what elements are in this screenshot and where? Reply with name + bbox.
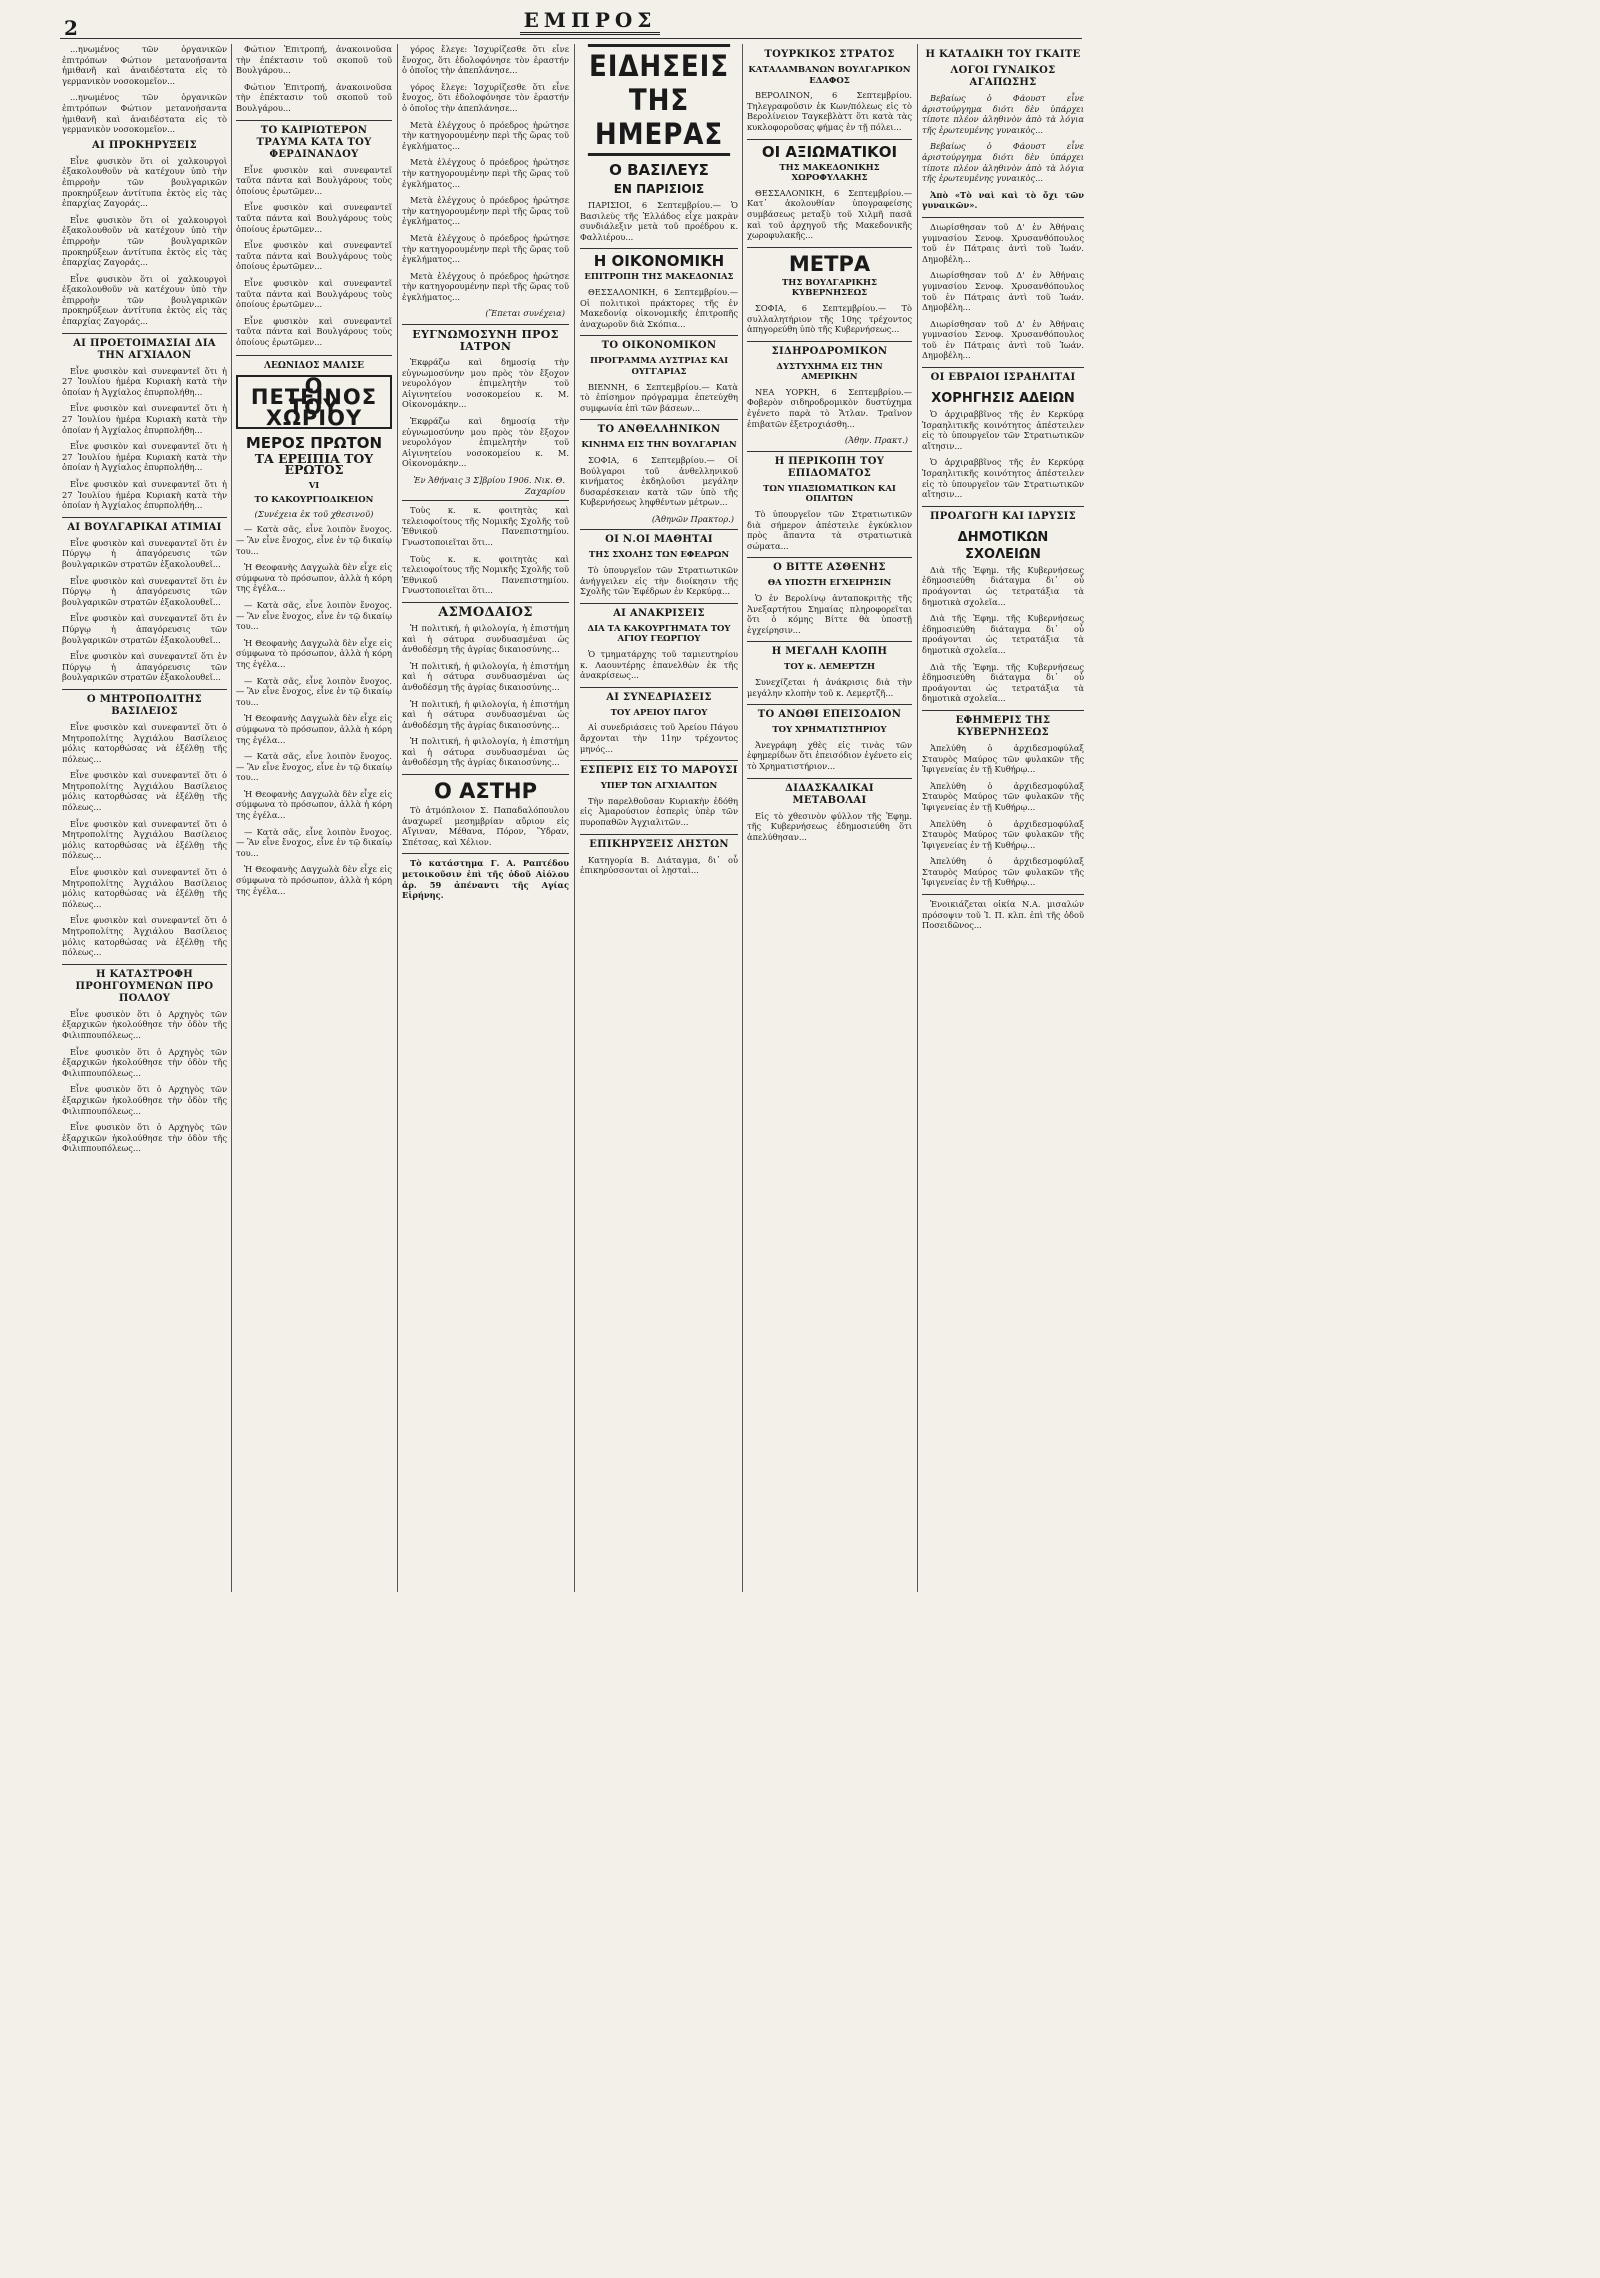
column-1 — [62, 44, 227, 1592]
headline-turkish-army-sub: ΚΑΤΑΛΑΜΒΑΝΩΝ ΒΟΥΛΓΑΡΙΚΟΝ ΕΔΑΦΟΣ — [748, 65, 911, 86]
article-text: Εἶνε φυσικὸν καὶ συνεφαντεῖ ὅτι ἡ 27 Ἰουλίου ἡμέρα Κυριακὴ κατὰ τὴν ὁποίαν ἡ Ἀγχίαλος ἐπυρπολήθη... — [62, 365, 227, 397]
headline-schools: ΠΡΟΑΓΩΓΗ ΚΑΙ ΙΔΡΥΣΙΣ — [922, 506, 1084, 523]
serial-part: ΜΕΡΟΣ ΠΡΩΤΟΝ — [245, 434, 383, 453]
article-text: Εἶνε φυσικὸν καὶ συνεφαντεῖ ὅτι ὁ Μητροπολίτης Ἀγχιάλου Βασίλειος μόλις κατορθώσας νὰ ἐξέλθῃ τῆς πόλεως... — [62, 818, 227, 861]
agency-signature: (Ἀθηνῶν Πρακτορ.) — [651, 513, 734, 524]
chapter-number: VI — [308, 480, 320, 491]
article-text: Εἰς τὸ χθεσινὸν φύλλον τῆς Ἐφημ. τῆς Κυβερνήσεως ἐδημοσιεύθη ὅτι ἀπελύθησαν... — [747, 810, 912, 842]
article-text: Εἶνε φυσικὸν καὶ συνεφαντεῖ ὅτι ἐν Πύργῳ ἡ ἀπαγόρευσις τῶν βουλγαρικῶν στρατῶν ἐξακολουθεῖ... — [62, 651, 227, 683]
article-text: Τὴν παρελθοῦσαν Κυριακὴν ἐδόθη εἰς Ἀμαρούσιον ἑσπερὶς ὑπὲρ τῶν πυροπαθῶν Ἀγχιαλιτῶν... — [580, 795, 738, 827]
ad-rental: Ἐνοικιάζεται οἰκία Ν.Α. μισαλών πρόσοψιν τοῦ Ἰ. Π. κλπ. ἐπὶ τῆς ὁδοῦ Ποσειδῶνος... — [922, 894, 1084, 931]
column-4 — [580, 44, 738, 1592]
article-text: Διὰ τῆς Ἐφημ. τῆς Κυβερνήσεως ἐδημοσιεύθη διάταγμα δι᾽ οὗ προάγονται ὡς τετρατάξια τὰ δημοτικὰ σχολεῖα... — [922, 564, 1084, 607]
article-text: ΣΟΦΙΑ, 6 Σεπτεμβρίου.— Τὸ συλλαλητήριον τῆς 10ης τρέχοντος ἀπηγορεύθη ὑπὸ τῆς Κυβερνήσεως... — [747, 302, 912, 335]
headline-witte-sub: ΘΑ ΥΠΟΣΤΗ ΕΓΧΕΙΡΗΣΙΝ — [767, 578, 892, 589]
headline-areopagus-sub: ΤΟΥ ΑΡΕΙΟΥ ΠΑΓΟΥ — [610, 707, 708, 718]
article-text: Εἶνε φυσικὸν ὅτι ὁ Αρχηγὸς τῶν ἐξαρχικῶν ἠκολούθησε τὴν ὁδὸν τῆς Φιλιππουπόλεως... — [62, 1008, 227, 1040]
headline-students: ΟΙ Ν.ΟΙ ΜΑΘΗΤΑΙ — [580, 529, 738, 546]
headline-economic: Η ΟΙΚΟΝΟΜΙΚΗ — [580, 248, 738, 270]
article-text: ΒΙΕΝΝΗ, 6 Σεπτεμβρίου.— Κατὰ τὸ ἐπίσημον πρόγραμμα ἐπετεύχθη συμφωνία ἐπὶ τῶν βάσεων... — [580, 381, 738, 413]
article-text: — Κατὰ σᾶς, εἶνε λοιπὸν ἔνοχος. — Ἂν εἶνε ἔνοχος, εἶνε ἐν τῷ δικαίῳ του... — [236, 751, 392, 783]
article-text: Ἐκφράζω καὶ δημοσίᾳ τὴν εὐγνωμοσύνην μου πρὸς τὸν ἔξοχον νευρολόγον ἐπιμελητὴν τοῦ Αἰγινητείου νοσοκομείου κ. Μ. Οἰκονομάκην... — [402, 357, 569, 410]
article-text: Αἱ συνεδριάσεις τοῦ Ἀρείου Πάγου ἄρχονται τὴν 11ην τρέχοντος μηνός... — [580, 722, 738, 754]
article-text: Εἶνε φυσικὸν καὶ συνεφαντεῖ ταῦτα πάντα καὶ Βουλγάρους τοὺς ὁποίους ἐρωτῶμεν... — [236, 240, 392, 272]
serial-author: ΛΕΩΝΙΔΟΣ ΜΑΛΙΣΕ — [236, 355, 392, 372]
signature: Ἐν Ἀθήναις 3 Σ]βρίου 1906. Νικ. Θ. Ζαχαρίου — [413, 475, 565, 496]
headline-anchialos-preparations: ΑΙ ΠΡΟΕΤΟΙΜΑΣΙΑΙ ΔΙΑ ΤΗΝ ΑΓΧΙΑΛΟΝ — [62, 333, 227, 362]
page-number: 2 — [64, 16, 78, 40]
headline-witte: Ο ΒΙΤΤΕ ΑΣΘΕΝΗΣ — [747, 557, 912, 574]
article-text: Εἶνε φυσικὸν καὶ συνεφαντεῖ ὅτι ὁ Μητροπολίτης Ἀγχιάλου Βασίλειος μόλις κατορθώσας νὰ ἐξέλθῃ τῆς πόλεως... — [62, 721, 227, 764]
article-text: ...ηνωμένος τῶν ὀργανικῶν ἐπιτρόπων Φώτιον μετανοήσαντα ἡμιθανῆ καὶ ἀναιδέστατα εἰς τὸ γερμανικὸν νοσοκομεῖον... — [62, 92, 227, 135]
article-text: Εἶνε φυσικὸν ὅτι οἱ χαλκουργοὶ ἐξακολουθοῦν νὰ κατέχουν ὑπὸ τὴν ἐπιρροὴν τῶν βουλγαρικῶν προκηρύξεων ἀντίτυπα ἐκτὸς εἰς τὰς ἐπαρχίας Ζαγοράς... — [62, 214, 227, 268]
article-text: Ἀπελύθη ὁ ἀρχιδεσμοφύλαξ Σταυρὸς Μαύρος τῶν φυλακῶν τῆς Ἰφιγενείας ἐν τῇ Κυθήρῳ... — [922, 856, 1084, 888]
serial-title: Ο ΠΕΤΕΙΝΟΣ ΤΟΥ ΧΩΡΙΟΥ — [236, 375, 392, 429]
headline-austria-program: ΤΟ ΟΙΚΟΝΟΜΙΚΟΝ — [580, 335, 738, 352]
article-text: Εἶνε φυσικὸν καὶ συνεφαντεῖ ταῦτα πάντα καὶ Βουλγάρους τοὺς ὁποίους ἐρωτῶμεν... — [236, 164, 392, 196]
article-text: Εἶνε φυσικὸν ὅτι ὁ Αρχηγὸς τῶν ἐξαρχικῶν ἠκολούθησε τὴν ὁδὸν τῆς Φιλιππουπόλεως... — [62, 1122, 227, 1154]
headline-israelites: ΟΙ ΕΒΡΑΙΟΙ ΙΣΡΑΗΛΙΤΑΙ — [922, 367, 1084, 384]
headline-investigations-sub: ΔΙΑ ΤΑ ΚΑΚΟΥΡΓΗΜΑΤΑ ΤΟΥ ΑΓΙΟΥ ΓΕΩΡΓΙΟΥ — [587, 623, 731, 645]
masthead — [0, 0, 1122, 40]
headline-bulgarian-atrocities: ΑΙ ΒΟΥΛΓΑΡΙΚΑΙ ΑΤΙΜΙΑΙ — [62, 517, 227, 534]
headline-catastrophe: Η ΚΑΤΑΣΤΡΟΦΗ ΠΡΟΗΓΟΥΜΕΝΩΝ ΠΡΟ ΠΟΛΛΟΥ — [62, 964, 227, 1005]
column-divider — [742, 44, 743, 1592]
article-text: Μετὰ ἐλέγχους ὁ πρόεδρος ἠρώτησε τὴν κατηγορουμένην περὶ τῆς ὥρας τοῦ ἐγκλήματος... — [402, 157, 569, 189]
article-text: Ἀπελύθη ὁ ἀρχιδεσμοφύλαξ Σταυρὸς Μαύρος τῶν φυλακῶν τῆς Ἰφιγενείας ἐν τῇ Κυθήρῳ... — [922, 818, 1084, 850]
article-text: Εἶνε φυσικὸν ὅτι οἱ χαλκουργοὶ ἐξακολουθοῦν νὰ κατέχουν ὑπὸ τὴν ἐπιρροὴν τῶν βουλγαρικῶν προκηρύξεων ἀντίτυπα ἐκτὸς εἰς τὰς ἐπαρχίας Ζαγοράς... — [62, 155, 227, 209]
column-divider — [574, 44, 575, 1592]
article-text: Ἀνεγράφη χθὲς εἰς τινὰς τῶν ἐφημερίδων ὅτι ἐπεισόδιον ἐγένετο εἰς τὸ Χρηματιστήριον... — [747, 739, 912, 771]
article-text: Ἡ πολιτική, ἡ φιλολογία, ἡ ἐπιστήμη καὶ ἡ σάτυρα συνδυασμέναι ὡς ἀνθοδέσμη τῆς ἀγρίας δικαιοσύνης... — [402, 736, 569, 768]
headline-antihellenic-sub: ΚΙΝΗΜΑ ΕΙΣ ΤΗΝ ΒΟΥΛΓΑΡΙΑΝ — [581, 440, 737, 451]
article-text: Διὰ τῆς Ἐφημ. τῆς Κυβερνήσεως ἐδημοσιεύθη διάταγμα δι᾽ οὗ προάγονται ὡς τετρατάξια τὰ δημοτικὰ σχολεῖα... — [922, 613, 1084, 655]
masthead-rule — [60, 38, 1082, 39]
headline-israelites-sub: ΧΟΡΗΓΗΣΙΣ ΑΔΕΙΩΝ — [931, 391, 1075, 407]
article-text: Ἀπελύθη ὁ ἀρχιδεσμοφύλαξ Σταυρὸς Μαύρος τῶν φυλακῶν τῆς Ἰφιγενείας ἐν τῇ Κυθήρῳ... — [922, 780, 1084, 812]
article-text: Εἶνε φυσικὸν καὶ συνεφαντεῖ ὅτι ἐν Πύργῳ ἡ ἀπαγόρευσις τῶν βουλγαρικῶν στρατῶν ἐξακολουθεῖ... — [62, 537, 227, 569]
headline-students-sub: ΤΗΣ ΣΧΟΛΗΣ ΤΩΝ ΕΦΕΔΡΩΝ — [588, 550, 730, 561]
article-text: Εἶνε φυσικὸν καὶ συνεφαντεῖ ὅτι ὁ Μητροπολίτης Ἀγχιάλου Βασίλειος μόλις κατορθώσας νὰ ἐξέλθῃ τῆς πόλεως... — [62, 915, 227, 958]
article-text: ΘΕΣΣΑΛΟΝΙΚΗ, 6 Σεπτεμβρίου.— Κατ᾽ ἀκολουθίαν ὑπογραφείσης συμβάσεως μεταξὺ τοῦ Χιλμῆ πασᾶ καὶ τοῦ ἀρχηγοῦ τῆς Μακεδονικῆς χωροφυλακῆς... — [747, 187, 912, 241]
article-text: Ἡ Θεοφανὴς Δαγχωλὰ δὲν εἶχε εἰς σύμφωνα τὸ πρόσωπον, ἀλλὰ ἡ κόρη της ἐγέλα... — [236, 864, 392, 896]
headline-astir: Ο ΑΣΤΗΡ — [402, 774, 569, 803]
headline-stock-exchange: ΤΟ ΑΝΩΘΙ ΕΠΕΙΣΟΔΙΟΝ — [747, 704, 912, 721]
column-2 — [236, 44, 392, 1592]
headline-officers: ΟΙ ΑΞΙΩΜΑΤΙΚΟΙ — [747, 139, 912, 161]
article-text: ΘΕΣΣΑΛΟΝΙΚΗ, 6 Σεπτεμβρίου.— Οἱ πολιτικοὶ πράκτορες τῆς ἐν Μακεδονίᾳ οἰκονομικῆς ἐπιτροπῆς ἀναχωροῦν διὰ Σκόπια... — [580, 286, 738, 329]
headline-economic-sub: ΕΠΙΤΡΟΠΗ ΤΗΣ ΜΑΚΕΔΟΝΙΑΣ — [584, 272, 734, 283]
article-text: Μετὰ ἐλέγχους ὁ πρόεδρος ἠρώτησε τὴν κατηγορουμένην περὶ τῆς ὥρας τοῦ ἐγκλήματος... — [402, 270, 569, 302]
article-text: Ἡ Θεοφανὴς Δαγχωλὰ δὲν εἶχε εἰς σύμφωνα τὸ πρόσωπον, ἀλλὰ ἡ κόρη της ἐγέλα... — [236, 637, 392, 669]
headline-goethe: Η ΚΑΤΑΔΙΚΗ ΤΟΥ ΓΚΑΙΤΕ — [925, 49, 1081, 60]
to-be-continued: (Ἕπεται συνέχεια) — [485, 308, 565, 319]
column-divider — [917, 44, 918, 1592]
headline-schools-sub: ΔΗΜΟΤΙΚΩΝ ΣΧΟΛΕΙΩΝ — [957, 529, 1049, 562]
headline-marousi-sub: ΥΠΕΡ ΤΩΝ ΑΓΧΙΑΛΙΤΩΝ — [600, 781, 718, 792]
article-text: Εἶνε φυσικὸν καὶ συνεφαντεῖ ὅτι ἡ 27 Ἰουλίου ἡμέρα Κυριακὴ κατὰ τὴν ὁποίαν ἡ Ἀγχίαλος ἐπυρπολήθη... — [62, 441, 227, 473]
article-text: Συνεχίζεται ἡ ἀνάκρισις διὰ τὴν μεγάλην κλοπὴν τοῦ κ. Λεμερτζῆ... — [747, 676, 912, 698]
headline-proclamations: ΑΙ ΠΡΟΚΗΡΥΞΕΙΣ — [92, 139, 197, 151]
article-text: Μετὰ ἐλέγχους ὁ πρόεδρος ἠρώτησε τὴν κατηγορουμένην περὶ τῆς ὥρας τοῦ ἐγκλήματος... — [402, 232, 569, 265]
headline-ferdinand-wound: ΤΟ ΚΑΙΡΙΩΤΕΡΟΝ ΤΡΑΥΜΑ ΚΑΤΑ ΤΟΥ ΦΕΡΔΙΝΑΝΔΟΥ — [236, 120, 392, 161]
headline-antihellenic: ΤΟ ΑΝΘΕΛΛΗΝΙΚΟΝ — [580, 419, 738, 436]
headline-measures: ΜΕΤΡΑ — [747, 247, 912, 276]
headline-teacher-changes: ΔΙΔΑΣΚΑΛΙΚΑΙ ΜΕΤΑΒΟΛΑΙ — [747, 778, 912, 807]
article-text: Ἐκφράζω καὶ δημοσίᾳ τὴν εὐγνωμοσύνην μου πρὸς τὸν ἔξοχον νευρολόγον ἐπιμελητὴν τοῦ Αἰγινητείου νοσοκομείου κ. Μ. Οἰκονομάκην... — [402, 416, 569, 469]
article-text: Διωρίσθησαν τοῦ Δ' ἐν Ἀθήναις γυμνασίου Σενοφ. Χρυσανθόπουλος τοῦ ἐν Πάτραις ἀντὶ τοῦ Ἰωάν. Δημοβέλη... — [922, 318, 1084, 361]
article-text: Ἡ Θεοφανὴς Δαγχωλὰ δὲν εἶχε εἰς σύμφωνα τὸ πρόσωπον, ἀλλὰ ἡ κόρη της ἐγέλα... — [236, 788, 392, 821]
news-of-the-day-banner: ΕΙΔΗΣΕΙΣ ΤΗΣ ΗΜΕΡΑΣ — [588, 44, 730, 156]
headline-railway-sub: ΔΥΣΤΥΧΗΜΑ ΕΙΣ ΤΗΝ ΑΜΕΡΙΚΗΝ — [776, 361, 883, 383]
ad-shop: Τὸ κατάστημα Γ. Α. Ραπτέδου μετοικοῦσιν ἐπὶ τῆς ὁδοῦ Αἰόλου ἀρ. 59 ἀπέναντι τῆς Αγίας Εἰρήνης. — [402, 853, 569, 900]
article-text: Ἡ πολιτική, ἡ φιλολογία, ἡ ἐπιστήμη καὶ ἡ σάτυρα συνδυασμέναι ὡς ἀνθοδέσμη τῆς ἀγρίας δικαιοσύνης... — [402, 698, 569, 730]
article-text: Ἡ Θεοφανὴς Δαγχωλὰ δὲν εἶχε εἰς σύμφωνα τὸ πρόσωπον, ἀλλὰ ἡ κόρη της ἐγέλα... — [236, 713, 392, 745]
article-text: Βεβαίως ὁ Φάουστ εἶνε ἀριστούργημα διότι δὲν ὑπάρχει τίποτε πλέον ἀληθινὸν ἀπὸ τὰ λόγια τῆς ἐρωτευμένης γυναικὸς... — [922, 93, 1084, 135]
article-text: Εἶνε φυσικὸν ὅτι ὁ Αρχηγὸς τῶν ἐξαρχικῶν ἠκολούθησε τὴν ὁδὸν τῆς Φιλιππουπόλεως... — [62, 1084, 227, 1116]
headline-investigations: ΑΙ ΑΝΑΚΡΙΣΕΙΣ — [580, 603, 738, 620]
headline-areopagus: ΑΙ ΣΥΝΕΔΡΙΑΣΕΙΣ — [580, 687, 738, 704]
article-text: Φώτιον Ἐπιτροπή, ἀνακοινοῦσα τὴν ἐπέκτασιν τοῦ σκοποῦ τοῦ Βουλγάρου... — [236, 44, 392, 76]
headline-goethe-sub: ΛΟΓΟΙ ΓΥΝΑΙΚΟΣ ΑΓΑΠΩΣΗΣ — [950, 65, 1056, 88]
article-text: γόρος ἔλεγε: Ἰσχυρίζεσθε ὅτι εἶνε ἔνοχος, ὅτι ἐδολοφόνησε τὸν ἐραστήν ὁ ὁποῖος τὴν ἀπεπλάνησε... — [402, 81, 569, 113]
article-text: — Κατὰ σᾶς, εἶνε λοιπὸν ἔνοχος. — Ἂν εἶνε ἔνοχος, εἶνε ἐν τῷ δικαίῳ του... — [236, 826, 392, 858]
article-text: Φώτιον Ἐπιτροπή, ἀνακοινοῦσα τὴν ἐπέκτασιν τοῦ σκοποῦ τοῦ Βουλγάρου... — [236, 81, 392, 113]
ad-steamship: Τὸ ἀτμόπλοιον Σ. Παπαδαλόπουλου ἀναχωρεῖ μεσημβρίαν αὔριον εἰς Αἴγιναν, Μέθανα, Πόρον, Ὕδραν, Σπέτσας, καὶ Χέλιον. — [402, 805, 569, 847]
article-text: Τοὺς κ. κ. φοιτητὰς καὶ τελειοφοίτους τῆς Νομικῆς Σχολῆς τοῦ Ἐθνικοῦ Πανεπιστημίου. Γνωστοποιεῖται ὅτι... — [402, 553, 569, 596]
article-text: Ὁ ἐν Βερολίνῳ ἀνταποκριτὴς τῆς Ἀνεξαρτήτου Σημαίας πληροφορεῖται ὅτι ὁ κόμης Βίττε θὰ ὑποστῇ ἐγχείρησιν... — [747, 593, 912, 635]
column-divider — [231, 44, 232, 1592]
headline-railway: ΣΙΔΗΡΟΔΡΟΜΙΚΟΝ — [747, 341, 912, 358]
article-text: Ἡ πολιτική, ἡ φιλολογία, ἡ ἐπιστήμη καὶ ἡ σάτυρα συνδυασμέναι ὡς ἀνθοδέσμη τῆς ἀγρίας δικαιοσύνης... — [402, 660, 569, 692]
column-divider — [397, 44, 398, 1592]
article-text: Εἶνε φυσικὸν καὶ συνεφαντεῖ ταῦτα πάντα καὶ Βουλγάρους τοὺς ὁποίους ἐρωτῶμεν... — [236, 277, 392, 310]
article-text: Μετὰ ἐλέγχους ὁ πρόεδρος ἠρώτησε τὴν κατηγορουμένην περὶ τῆς ὥρας τοῦ ἐγκλήματος... — [402, 119, 569, 151]
article-text: Διὰ τῆς Ἐφημ. τῆς Κυβερνήσεως ἐδημοσιεύθη διάταγμα δι᾽ οὗ προάγονται ὡς τετρατάξια τὰ δημοτικὰ σχολεῖα... — [922, 661, 1084, 704]
article-text: — Κατὰ σᾶς, εἶνε λοιπὸν ἔνοχος. — Ἂν εἶνε ἔνοχος, εἶνε ἐν τῷ δικαίῳ του... — [236, 599, 392, 632]
column-5 — [747, 44, 912, 1592]
article-text: Διωρίσθησαν τοῦ Δ' ἐν Ἀθήναις γυμνασίου Σενοφ. Χρυσανθόπουλος τοῦ ἐν Πάτραις ἀντὶ τοῦ Ἰωάν. Δημοβέλη... — [922, 217, 1084, 264]
article-text: Εἶνε φυσικὸν καὶ συνεφαντεῖ ὅτι ἐν Πύργῳ ἡ ἀπαγόρευσις τῶν βουλγαρικῶν στρατῶν ἐξακολουθεῖ... — [62, 613, 227, 645]
article-text: Ἀπελύθη ὁ ἀρχιδεσμοφύλαξ Σταυρὸς Μαύρος τῶν φυλακῶν τῆς Ἰφιγενείας ἐν τῇ Κυθήρῳ... — [922, 742, 1084, 775]
headline-gratitude-doctor: ΕΥΓΝΩΜΟΣΥΝΗ ΠΡΟΣ ΙΑΤΡΟΝ — [402, 324, 569, 353]
article-text: Ὁ τμηματάρχης τοῦ ταμιευτηρίου κ. Λαουντέρης ἐπανελθὼν ἐκ τῆς ἀνακρίσεως... — [580, 649, 738, 681]
article-text: Εἶνε φυσικὸν καὶ συνεφαντεῖ ὅτι ἐν Πύργῳ ἡ ἀπαγόρευσις τῶν βουλγαρικῶν στρατῶν ἐξακολουθεῖ... — [62, 575, 227, 607]
notice-law-students: Τοὺς κ. κ. φοιτητὰς καὶ τελειοφοίτους τῆς Νομικῆς Σχολῆς τοῦ Ἐθνικοῦ Πανεπιστημίου. Γνωστοποιεῖται ὅτι... — [402, 500, 569, 547]
headline-king-paris: ΕΝ ΠΑΡΙΣΙΟΙΣ — [613, 182, 705, 196]
article-text: Τὸ ὑπουργεῖον τῶν Στρατιωτικῶν διὰ σήμερον ἀπέστειλε ἐγκύκλιον πρὸς ἅπαντα τὰ στρατιωτικὰ σώματα... — [747, 509, 912, 551]
article-text: ΝΕΑ ΥΟΡΚΗ, 6 Σεπτεμβρίου.— Φοβερὸν σιδηροδρομικὸν δυστύχημα ἐγένετο παρὰ τὸ Ἄτλαν. Τραῖνον ἐπιβατῶν ἐξετροχιάσθη... — [747, 386, 912, 429]
continued-note: (Συνέχεια ἐκ τοῦ χθεσινοῦ) — [254, 509, 374, 520]
article-text: Κατηγορία Β. Διάταγμα, δι᾽ οὗ ἐπικηρύσσονται οἱ λῃσταὶ... — [580, 854, 738, 876]
column-6 — [922, 44, 1084, 1592]
article-text: ΒΕΡΟΛΙΝΟΝ, 6 Σεπτεμβρίου. Τηλεγραφοῦσιν ἐκ Κων/πόλεως εἰς τὸ Βερολίνειον Ταγκεβλὰττ ὅτι κατὰ τὰς κυκλοφοροῦσας φήμας ἐν τῇ πόλει... — [747, 90, 912, 132]
article-text: ΣΟΦΙΑ, 6 Σεπτεμβρίου.— Οἱ Βούλγαροι τοῦ ἀνθελληνικοῦ κινήματος ἐκδηλοῦσι μεγάλην δυσαρέσκειαν κατὰ τῶν ὑπὸ τῆς Κυβερνήσεως ληφθέντων μέτρων... — [580, 454, 738, 508]
headline-stock-exchange-sub: ΤΟΥ ΧΡΗΜΑΤΙΣΤΗΡΙΟΥ — [772, 725, 887, 736]
article-text: Διωρίσθησαν τοῦ Δ' ἐν Ἀθήναις γυμνασίου Σενοφ. Χρυσανθόπουλος τοῦ ἐν Πάτραις ἀντὶ τοῦ Ἰωάν. Δημοβέλη... — [922, 270, 1084, 313]
article-text: Εἶνε φυσικὸν καὶ συνεφαντεῖ ὅτι ὁ Μητροπολίτης Ἀγχιάλου Βασίλειος μόλις κατορθώσας νὰ ἐξέλθῃ τῆς πόλεως... — [62, 867, 227, 909]
article-text: Ἡ πολιτική, ἡ φιλολογία, ἡ ἐπιστήμη καὶ ἡ σάτυρα συνδυασμέναι ὡς ἀνθοδέσμη τῆς ἀγρίας δικαιοσύνης... — [402, 622, 569, 655]
headline-king: Ο ΒΑΣΙΛΕΥΣ — [609, 161, 709, 179]
column-3 — [402, 44, 569, 1592]
article-text: Βεβαίως ὁ Φάουστ εἶνε ἀριστούργημα διότι δὲν ὑπάρχει τίποτε πλέον ἀληθινὸν ἀπὸ τὰ λόγια τῆς ἐρωτευμένης γυναικὸς... — [922, 141, 1084, 184]
headline-asmodaios: ΑΣΜΟΔΑΙΟΣ — [402, 602, 569, 619]
article-text: Εἶνε φυσικὸν καὶ συνεφαντεῖ ταῦτα πάντα καὶ Βουλγάρους τοὺς ὁποίους ἐρωτῶμεν... — [236, 315, 392, 347]
headline-measures-sub: ΤΗΣ ΒΟΥΛΓΑΡΙΚΗΣ ΚΥΒΕΡΝΗΣΕΩΣ — [781, 277, 877, 299]
headline-government-gazette: ΕΦΗΜΕΡΙΣ ΤΗΣ ΚΥΒΕΡΝΗΣΕΩΣ — [922, 710, 1084, 739]
headline-bandits: ΕΠΙΚΗΡΥΞΕΙΣ ΛΗΣΤΩΝ — [580, 834, 738, 851]
article-text: ...ηνωμένος τῶν ὀργανικῶν ἐπιτρόπων Φώτιον μετανοήσαντα ἡμιθανῆ καὶ ἀναιδέστατα εἰς τὸ γερμανικὸν νοσοκομεῖον... — [62, 44, 227, 86]
agency-signature: (Ἀθην. Πρακτ.) — [844, 435, 908, 446]
headline-theft: Η ΜΕΓΑΛΗ ΚΛΟΠΗ — [747, 641, 912, 658]
chapter-title: ΤΟ ΚΑΚΟΥΡΓΙΟΔΙΚΕΙΟΝ — [254, 495, 374, 506]
headline-officers-sub: ΤΗΣ ΜΑΚΕΔΟΝΙΚΗΣ ΧΩΡΟΦΥΛΑΚΗΣ — [779, 162, 880, 184]
headline-metropolitan: Ο ΜΗΤΡΟΠΟΛΙΤΗΣ ΒΑΣΙΛΕΙΟΣ — [62, 689, 227, 718]
headline-theft-sub: ΤΟΥ κ. ΛΕΜΕΡΤΖΗ — [784, 662, 875, 673]
headline-austria-program-sub: ΠΡΟΓΡΑΜΜΑ ΑΥΣΤΡΙΑΣ ΚΑΙ ΟΥΓΓΑΡΙΑΣ — [589, 356, 729, 377]
headline-turkish-army: ΤΟΥΡΚΙΚΟΣ ΣΤΡΑΤΟΣ — [764, 49, 895, 60]
article-text: Ἡ Θεοφανὴς Δαγχωλὰ δὲν εἶχε εἰς σύμφωνα τὸ πρόσωπον, ἀλλὰ ἡ κόρη της ἐγέλα... — [236, 562, 392, 594]
article-text: — Κατὰ σᾶς, εἶνε λοιπὸν ἔνοχος. — Ἂν εἶνε ἔνοχος, εἶνε ἐν τῷ δικαίῳ του... — [236, 524, 392, 556]
article-text: Εἶνε φυσικὸν καὶ συνεφαντεῖ ὅτι ὁ Μητροπολίτης Ἀγχιάλου Βασίλειος μόλις κατορθώσας νὰ ἐξέλθῃ τῆς πόλεως... — [62, 770, 227, 813]
article-text: Ὁ ἀρχιραββῖνος τῆς ἐν Κερκύρᾳ Ἰσραηλιτικῆς κοινότητος ἀπέστειλεν εἰς τὸ ὑπουργεῖον τῶν Στρατιωτικῶν αἴτησιν... — [922, 457, 1084, 500]
article-text: Τὸ ὑπουργεῖον τῶν Στρατιωτικῶν ἀνήγγειλεν εἰς τὴν διοίκησιν τῆς Σχολῆς τῶν Ἐφέδρων ἐν Κερκύρᾳ... — [580, 565, 738, 597]
newspaper-title: ΕΜΠΡΟΣ — [520, 8, 660, 35]
article-text: Εἶνε φυσικὸν ὅτι ὁ Αρχηγὸς τῶν ἐξαρχικῶν ἠκολούθησε τὴν ὁδὸν τῆς Φιλιππουπόλεως... — [62, 1046, 227, 1078]
article-text: γόρος ἔλεγε: Ἰσχυρίζεσθε ὅτι εἶνε ἔνοχος, ὅτι ἐδολοφόνησε τὸν ἐραστήν ὁ ὁποῖος τὴν ἀπεπλάνησε... — [402, 44, 569, 76]
article-source: Ἀπὸ «Τὸ ναὶ καὶ τὸ ὄχι τῶν γυναικῶν». — [922, 189, 1084, 211]
article-text: — Κατὰ σᾶς, εἶνε λοιπὸν ἔνοχος. — Ἂν εἶνε ἔνοχος, εἶνε ἐν τῷ δικαίῳ του... — [236, 675, 392, 707]
newspaper-page — [0, 0, 1122, 1600]
article-text: Μετὰ ἐλέγχους ὁ πρόεδρος ἠρώτησε τὴν κατηγορουμένην περὶ τῆς ὥρας τοῦ ἐγκλήματος... — [402, 195, 569, 227]
headline-allowance-sub: ΤΩΝ ΥΠΑΞΙΩΜΑΤΙΚΩΝ ΚΑΙ ΟΠΛΙΤΩΝ — [763, 483, 896, 505]
article-text: Εἶνε φυσικὸν καὶ συνεφαντεῖ ὅτι ἡ 27 Ἰουλίου ἡμέρα Κυριακὴ κατὰ τὴν ὁποίαν ἡ Ἀγχίαλος ἐπυρπολήθη... — [62, 403, 227, 435]
serial-subtitle: ΤΑ ΕΡΕΙΠΙΑ ΤΟΥ ΕΡΩΤΟΣ — [254, 451, 374, 478]
article-text: Εἶνε φυσικὸν καὶ συνεφαντεῖ ὅτι ἡ 27 Ἰουλίου ἡμέρα Κυριακὴ κατὰ τὴν ὁποίαν ἡ Ἀγχίαλος ἐπυρπολήθη... — [62, 479, 227, 511]
headline-allowance: Η ΠΕΡΙΚΟΠΗ ΤΟΥ ΕΠΙΔΟΜΑΤΟΣ — [747, 451, 912, 480]
article-text: ΠΑΡΙΣΙΟΙ, 6 Σεπτεμβρίου.— Ὁ Βασιλεὺς τῆς Ἑλλάδος εἶχε μακρὰν συνδιάλεξιν μετὰ τοῦ προέδρου κ. Φαλλιέρου... — [580, 200, 738, 242]
article-text: Εἶνε φυσικὸν ὅτι οἱ χαλκουργοὶ ἐξακολουθοῦν νὰ κατέχουν ὑπὸ τὴν ἐπιρροὴν τῶν βουλγαρικῶν προκηρύξεων ἀντίτυπα ἐκτὸς εἰς τὰς ἐπαρχίας Ζαγοράς... — [62, 273, 227, 327]
headline-marousi: ΕΣΠΕΡΙΣ ΕΙΣ ΤΟ ΜΑΡΟΥΣΙ — [580, 760, 738, 777]
article-text: Εἶνε φυσικὸν καὶ συνεφαντεῖ ταῦτα πάντα καὶ Βουλγάρους τοὺς ὁποίους ἐρωτῶμεν... — [236, 202, 392, 234]
article-text: Ὁ ἀρχιραββῖνος τῆς ἐν Κερκύρᾳ Ἰσραηλιτικῆς κοινότητος ἀπέστειλεν εἰς τὸ ὑπουργεῖον τῶν Στρατιωτικῶν αἴτησιν... — [922, 409, 1084, 451]
